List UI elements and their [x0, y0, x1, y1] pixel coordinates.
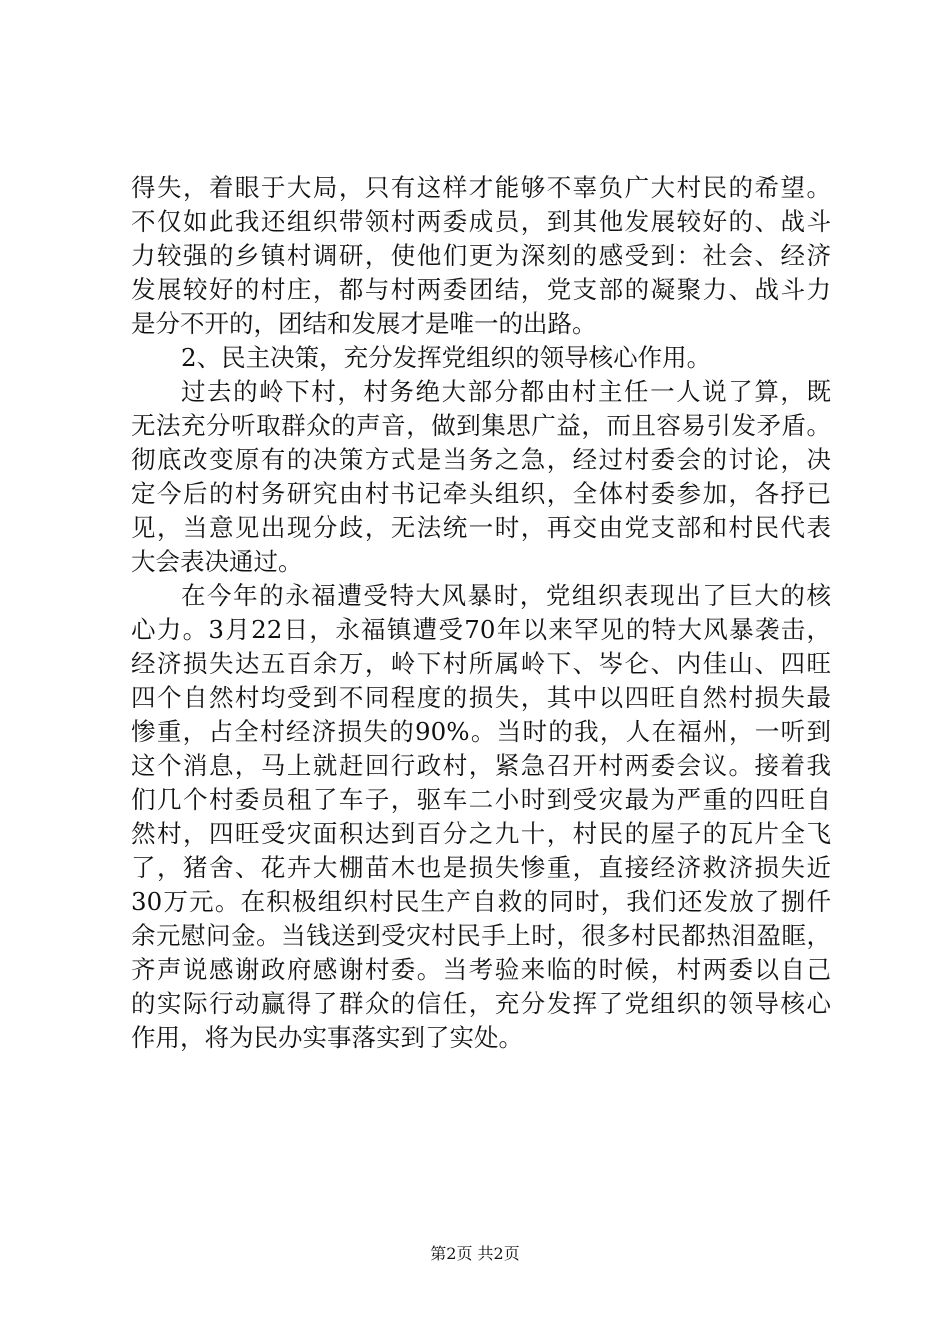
text-line: 无法充分听取群众的声音，做到集思广益，而且容易引发矛盾。 — [131, 411, 831, 440]
text-line: 力较强的乡镇村调研，使他们更为深刻的感受到：社会、经济 — [131, 241, 831, 270]
paragraph-first-line: 过去的岭下村，村务绝大部分都由村主任一人说了算，既 — [181, 377, 831, 406]
text-line: 大会表决通过。 — [131, 547, 303, 576]
text-line: 见，当意见出现分歧，无法统一时，再交由党支部和村民代表 — [131, 513, 831, 542]
text-line: 定今后的村务研究由村书记牵头组织，全体村委参加，各抒已 — [131, 479, 831, 508]
text-line: 惨重，占全村经济损失的90%。当时的我，人在福州，一听到 — [131, 717, 831, 746]
text-line: 发展较好的村庄，都与村两委团结，党支部的凝聚力、战斗力 — [131, 275, 831, 304]
text-line: 的实际行动赢得了群众的信任，充分发挥了党组织的领导核心 — [131, 989, 831, 1018]
text-line: 彻底改变原有的决策方式是当务之急，经过村委会的讨论，决 — [131, 445, 831, 474]
text-line: 心力。3月22日，永福镇遭受70年以来罕见的特大风暴袭击， — [131, 615, 831, 644]
text-line: 这个消息，马上就赶回行政村，紧急召开村两委会议。接着我 — [131, 751, 831, 780]
text-line: 余元慰问金。当钱送到受灾村民手上时，很多村民都热泪盈眶， — [131, 921, 831, 950]
text-line: 四个自然村均受到不同程度的损失，其中以四旺自然村损失最 — [131, 683, 831, 712]
text-line: 不仅如此我还组织带领村两委成员，到其他发展较好的、战斗 — [131, 207, 831, 236]
text-line: 们几个村委员租了车子，驱车二小时到受灾最为严重的四旺自 — [131, 785, 831, 814]
text-line: 作用，将为民办实事落实到了实处。 — [131, 1023, 523, 1052]
text-line: 30万元。在积极组织村民生产自救的同时，我们还发放了捌仟 — [131, 887, 831, 916]
text-line: 得失，着眼于大局，只有这样才能够不辜负广大村民的希望。 — [131, 173, 831, 202]
page-number: 第2页 共2页 — [430, 1244, 520, 1263]
paragraph-first-line: 在今年的永福遭受特大风暴时，党组织表现出了巨大的核 — [181, 581, 831, 610]
text-line: 然村，四旺受灾面积达到百分之九十，村民的屋子的瓦片全飞 — [131, 819, 831, 848]
text-line: 是分不开的，团结和发展才是唯一的出路。 — [131, 309, 597, 338]
text-line: 齐声说感谢政府感谢村委。当考验来临的时候，村两委以自己 — [131, 955, 831, 984]
text-line: 经济损失达五百余万，岭下村所属岭下、岑仑、内佳山、四旺 — [131, 649, 831, 678]
text-line: 了，猪舍、花卉大棚苗木也是损失惨重，直接经济救济损失近 — [131, 853, 831, 882]
section-heading: 2、民主决策，充分发挥党组织的领导核心作用。 — [181, 343, 712, 372]
